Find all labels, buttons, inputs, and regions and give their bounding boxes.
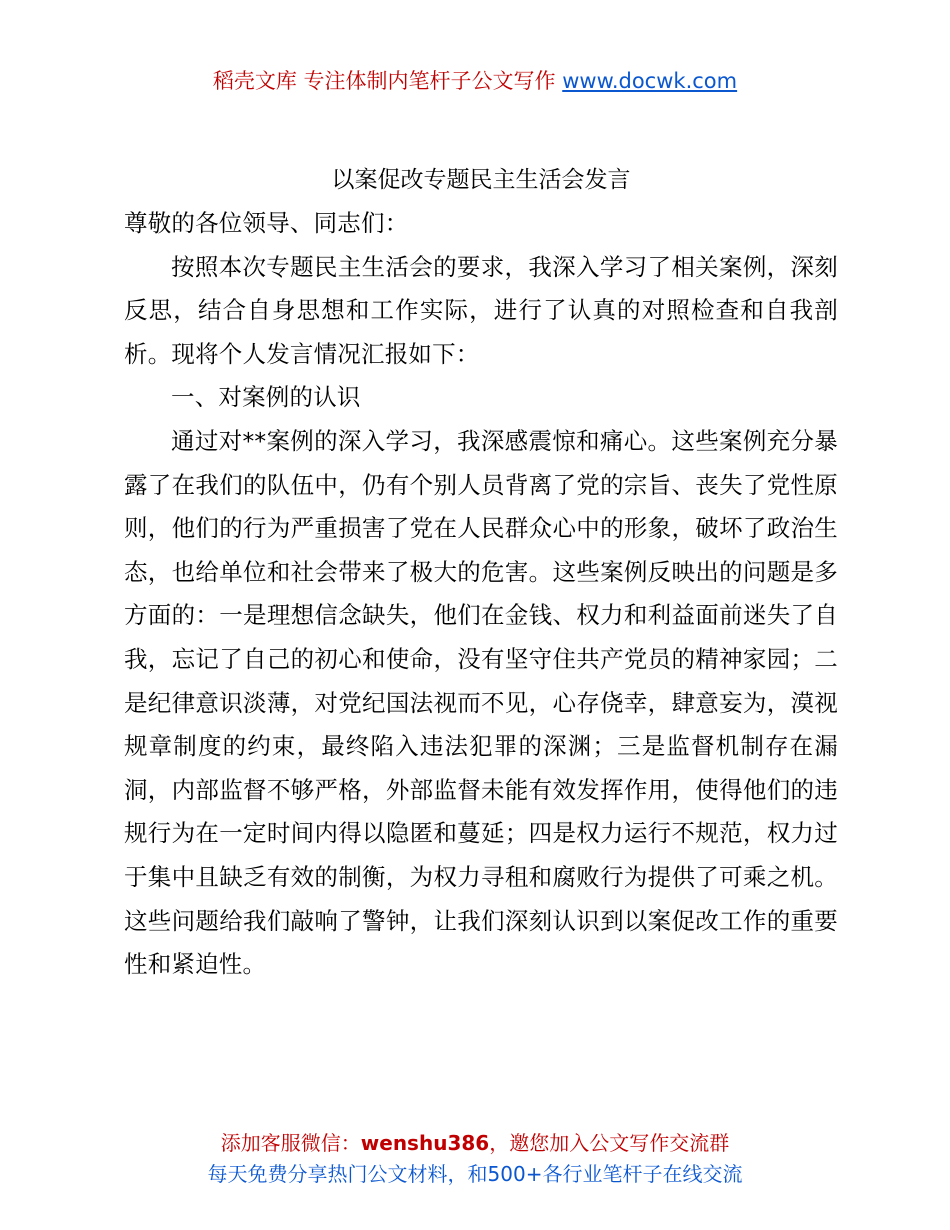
salutation: 尊敬的各位领导、同志们：: [124, 209, 409, 237]
footer-wechat-id: wenshu386: [360, 1131, 490, 1155]
header-link[interactable]: www.docwk.com: [562, 69, 738, 93]
header-text: 稻壳文库 专注体制内笔杆子公文写作: [212, 69, 563, 93]
footer-wechat-prefix: 添加客服微信：: [220, 1131, 361, 1155]
footer-line-wechat: [0, 1128, 950, 1159]
paragraph-intro: 按照本次专题民主生活会的要求，我深入学习了相关案例，深刻反思，结合自身思想和工作实际，进行了认真的对照检查和自我剖析。现将个人发言情况汇报如下：: [124, 252, 838, 368]
paragraph-case-analysis: 通过对**案例的深入学习，我深感震惊和痛心。这些案例充分暴露了在我们的队伍中，仍有个别人员背离了党的宗旨、丧失了党性原则，他们的行为严重损害了党在人民群众心中的形象，破坏了政治生态，也给单位和社会带来了极大的危害。这些案例反映出的问题是多方面的：一是理想信念缺失，他们在金钱、权力和利益面前迷失了自我，忘记了自己的初心和使命，没有坚守住共产党员的精神家园；二是纪律意识淡薄，对党纪国法视而不见，心存侥幸，肆意妄为，漠视规章制度的约束，最终陷入违法犯罪的深渊；三是监督机制存在漏洞，内部监督不够严格，外部监督未能有效发挥作用，使得他们的违规行为在一定时间内得以隐匿和蔓延；四是权力运行不规范，权力过于集中且缺乏有效的制衡，为权力寻租和腐败行为提供了可乘之机。这些问题给我们敲响了警钟，让我们深刻认识到以案促改工作的重要性和紧迫性。: [124, 426, 838, 979]
promo-footer: [0, 1128, 950, 1190]
footer-wechat-suffix: ，邀您加入公文写作交流群: [489, 1131, 730, 1155]
document-body: [124, 158, 838, 987]
section-heading: 一、对案例的认识: [171, 383, 361, 412]
document-title: 以案促改专题民主生活会发言: [331, 167, 631, 193]
footer-line-share: 每天免费分享热门公文材料，和500+各行业笔杆子在线交流: [207, 1162, 743, 1186]
watermark-header: [0, 66, 950, 96]
